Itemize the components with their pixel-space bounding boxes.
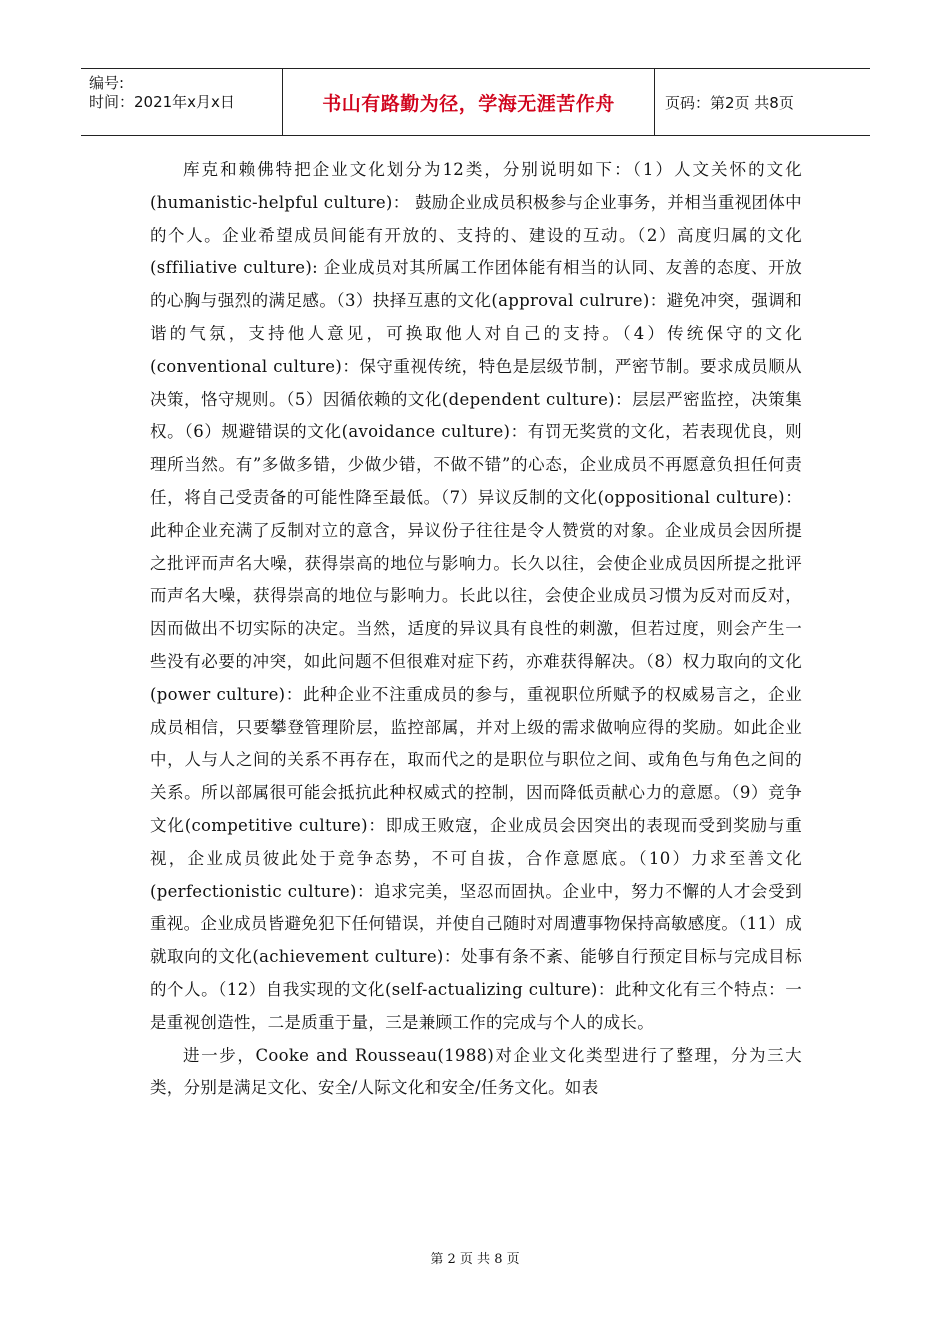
header-page-info: 页码：第2页 共8页 [665,93,794,112]
body-paragraph-2: 进一步，Cooke and Rousseau(1988)对企业文化类型进行了整理，分为三大类，分别是满足文化、安全/人际文化和安全/任务文化。如表 [150,1045,802,1098]
page-footer: 第 2 页 共 8 页 [430,1252,520,1267]
page-header [81,68,870,136]
document-body [150,154,802,1105]
body-paragraph-1: 库克和赖佛特把企业文化划分为12类，分别说明如下：（1）人文关怀的文化(humanistic-helpful culture)： 鼓励企业成员积极参与企业事务，并相当重视团体中的个人。企业希望成员间能有开放的、支持的、建设的互动。（2）高度归属的文化(sffiliative culture): 企业成员对其所属工作团体能有相当的认同、友善的态度、开放的心胸与强烈的满足感。（3）抉择互惠的文化(approval culrure)：避免冲突，强调和谐的气氛，支持他人意见，可换取他人对自己的支持。（4）传统保守的文化(conventional culture)：保守重视传统，特色是层级节制，严密节制。要求成员顺从决策，恪守规则。（5）因循依赖的文化(dependent culture)：层层严密监控，决策集权。（6）规避错误的文化(avoidance culture)：有罚无奖赏的文化，若表现优良，则理所当然。有”多做多错，少做少错，不做不错”的心态，企业成员不再愿意负担任何责任，将自己受责备的可能性降至最低。（7）异议反制的文化(oppositional culture)：此种企业充满了反制对立的意含，异议份子往往是令人赞赏的对象。企业成员会因所提之批评而声名大噪，获得崇高的地位与影响力。长久以往，会使企业成员因所提之批评而声名大噪，获得崇高的地位与影响力。长此以往，会使企业成员习惯为反对而反对，因而做出不切实际的决定。当然，适度的异议具有良性的刺激，但若过度，则会产生一些没有必要的冲突，如此问题不但很难对症下药，亦难获得解决。（8）权力取向的文化(power culture)：此种企业不注重成员的参与，重视职位所赋予的权威易言之，企业成员相信，只要攀登管理阶层，监控部属，并对上级的需求做响应得的奖励。如此企业中，人与人之间的关系不再存在，取而代之的是职位与职位之间、或角色与角色之间的关系。所以部属很可能会抵抗此种权威式的控制，因而降低贡献心力的意愿。（9）竞争文化(competitive culture)：即成王败寇，企业成员会因突出的表现而受到奖励与重视，企业成员彼此处于竞争态势，不可自拔，合作意愿底。（10）力求至善文化(perfectionistic culture)：追求完美，坚忍而固执。企业中，努力不懈的人才会受到重视。企业成员皆避免犯下任何错误，并使自己随时对周遭事物保持高敏感度。（11）成就取向的文化(achievement culture)：处事有条不紊、能够自行预定目标与完成目标的个人。（12）自我实现的文化(self-actualizing culture)：此种文化有三个特点：一是重视创造性，二是质重于量，三是兼顾工作的完成与个人的成长。 [150,160,802,1032]
header-motto: 书山有路勤为径，学海无涯苦作舟 [283,69,655,135]
document-number-label: 编号: [89,74,125,92]
header-meta-cell [81,69,283,135]
document-date: 时间：2021年x月x日 [89,93,235,111]
